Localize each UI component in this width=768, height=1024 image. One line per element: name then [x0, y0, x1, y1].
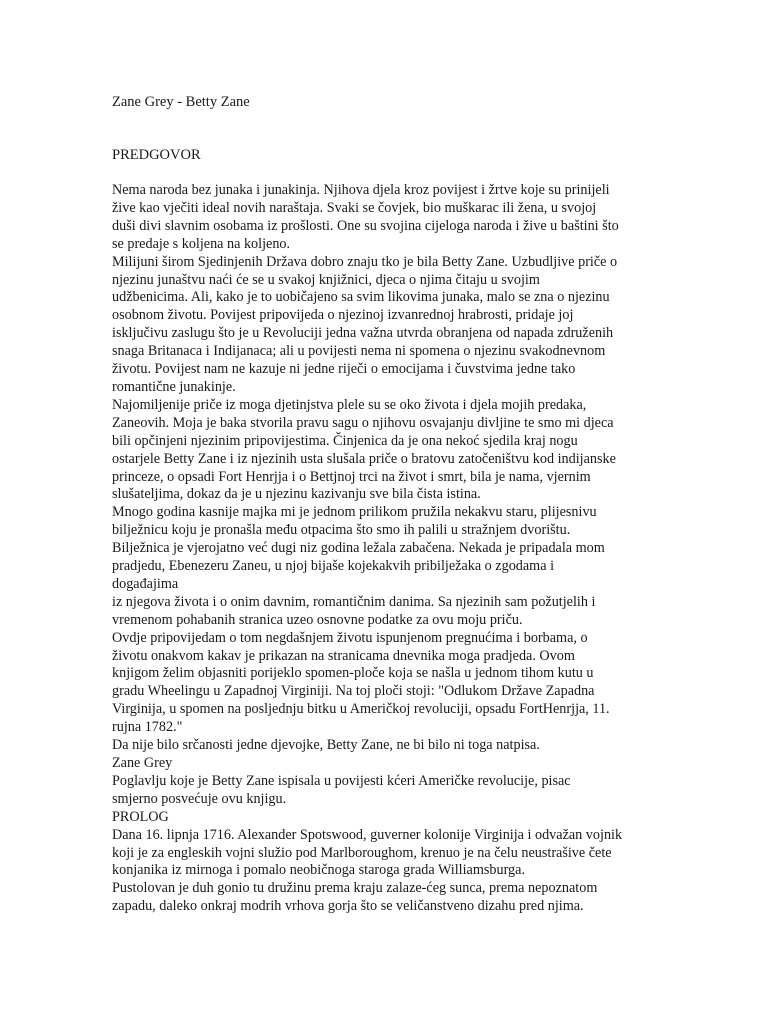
- text-line: zapadu, daleko onkraj modrih vrhova gorja što se veličanstveno dizahu pred njima.: [112, 898, 584, 915]
- text-line: duši divi slavnim osobama iz prošlosti. One su svojina cijeloga naroda i žive u baštini što: [112, 217, 619, 234]
- text-line: žive kao vječiti ideal novih naraštaja. Svaki se čovjek, bio muškarac ili žena, u svojoj: [112, 199, 597, 216]
- text-line: bili opčinjeni njezinim pripovijestima. Činjenica da je ona nekoć sjedila kraj nogu: [112, 432, 578, 449]
- text-line: udžbenicima. Ali, kako je to uobičajeno sa svim likovima junaka, malo se zna o njezinu: [112, 289, 610, 306]
- body-text: [112, 182, 672, 916]
- text-line: koji je za engleskih vojni služio pod Marlboroughom, krenuo je na čelu neustrašive čete: [112, 844, 612, 861]
- text-line: rujna 1782.": [112, 719, 183, 736]
- text-line: osobnom životu. Povijest pripovijeda o njezinoj izvanrednoj hrabrosti, pridaje joj: [112, 307, 574, 324]
- text-line: Bilježnica je vjerojatno već dugi niz godina ležala zabačena. Nekada je pripadala mom: [112, 540, 605, 557]
- text-line: vremenom pohabanih stranica uzeo osnovne podatke za ovu moju priču.: [112, 611, 523, 628]
- author-signature: Zane Grey: [112, 755, 173, 771]
- text-line: gradu Wheelingu u Zapadnoj Virginiji. Na toj ploči stoji: "Odlukom Države Zapadna: [112, 683, 595, 700]
- text-line: smjerno posvećuje ovu knjigu.: [112, 790, 287, 807]
- text-line: Nema naroda bez junaka i junakinja. Njihova djela kroz povijest i žrtve koje su prinijeli: [112, 182, 610, 198]
- text-line: Mnogo godina kasnije majka mi je jednom prilikom pružila nekakvu staru, plijesnivu: [112, 504, 597, 521]
- text-line: događajima: [112, 575, 179, 592]
- text-line: bilježnicu koju je pronašla među otpacima što smo ih palili u stražnjem dvorištu.: [112, 522, 571, 539]
- text-line: romantične junakinje.: [112, 378, 236, 395]
- text-line: Poglavlju koje je Betty Zane ispisala u povijesti kćeri Američke revolucije, pisac: [112, 772, 571, 789]
- text-line: snaga Britanaca i Indijanaca; ali u povijesti nema ni spomena o njezinu svakodnevnom: [112, 343, 606, 360]
- text-line: životu onakvom kakav je prikazan na stranicama dnevnika moga pradjeda. Ovom: [112, 647, 575, 664]
- text-line: Milijuni širom Sjedinjenih Država dobro znaju tko je bila Betty Zane. Uzbudljive priče o: [112, 253, 618, 270]
- text-line: knjigom želim objasniti porijeklo spomen-ploče koja se našla u jednom tihom kutu u: [112, 665, 594, 682]
- text-line: životu. Povijest nam ne kazuje ni jedne riječi o emocijama i čuvstvima jedne tako: [112, 361, 576, 378]
- text-line: Najomiljenije priče iz moga djetinjstva plele su se oko života i djela mojih predaka,: [112, 396, 587, 413]
- text-line: pradjedu, Ebenezeru Zaneu, u njoj bijaše kojekakvih pribilježaka o zgodama i: [112, 558, 555, 575]
- text-line: slušateljima, dokaz da je u njezinu kazivanju sve bila čista istina.: [112, 486, 481, 503]
- text-line: Virginija, u spomen na posljednju bitku u Američkoj revoluciji, opsadu FortHenrjja, 11.: [112, 701, 610, 718]
- text-line: princeze, o opsadi Fort Henrjja i o Bettjnoj trci na život i smrt, bila je nama, vjernim: [112, 468, 591, 485]
- text-line: isključivu zaslugu što je u Revoluciji jedna važna utvrda obranjena od napada združenih: [112, 325, 614, 342]
- document-title: Zane Grey - Betty Zane: [112, 94, 250, 110]
- text-line: Ovdje pripovijedam o tom negdašnjem životu ispunjenom pregnućima i borbama, o: [112, 629, 588, 646]
- text-line: Pustolovan je duh gonio tu družinu prema kraju zalaze-ćeg sunca, prema nepoznatom: [112, 880, 598, 897]
- text-line: njezinu junaštvu naći će se u svakoj knjižnici, djeca o njima čitaju u svojim: [112, 271, 540, 288]
- text-line: Da nije bilo srčanosti jedne djevojke, Betty Zane, ne bi bilo ni toga natpisa.: [112, 737, 540, 754]
- section-heading-prolog: PROLOG: [112, 808, 169, 825]
- text-line: Zaneovih. Moja je baka stvorila pravu sagu o njihovu osvajanju divljine te smo mi djeca: [112, 414, 614, 431]
- text-line: konjanika iz mirnoga i pomalo neobičnoga staroga grada Williamsburga.: [112, 862, 525, 879]
- section-heading-predgovor: PREDGOVOR: [112, 147, 201, 163]
- text-line: se predaje s koljena na koljeno.: [112, 235, 291, 252]
- text-line: ostarjele Betty Zane i iz njezinih usta slušala priče o bratovu zatočeništvu kod indijanske: [112, 450, 616, 467]
- text-line: iz njegova života i o onim davnim, romantičnim danima. Sa njezinih sam požutjelih i: [112, 593, 596, 610]
- text-line: Dana 16. lipnja 1716. Alexander Spotswood, guverner kolonije Virginija i odvažan vojnik: [112, 826, 623, 843]
